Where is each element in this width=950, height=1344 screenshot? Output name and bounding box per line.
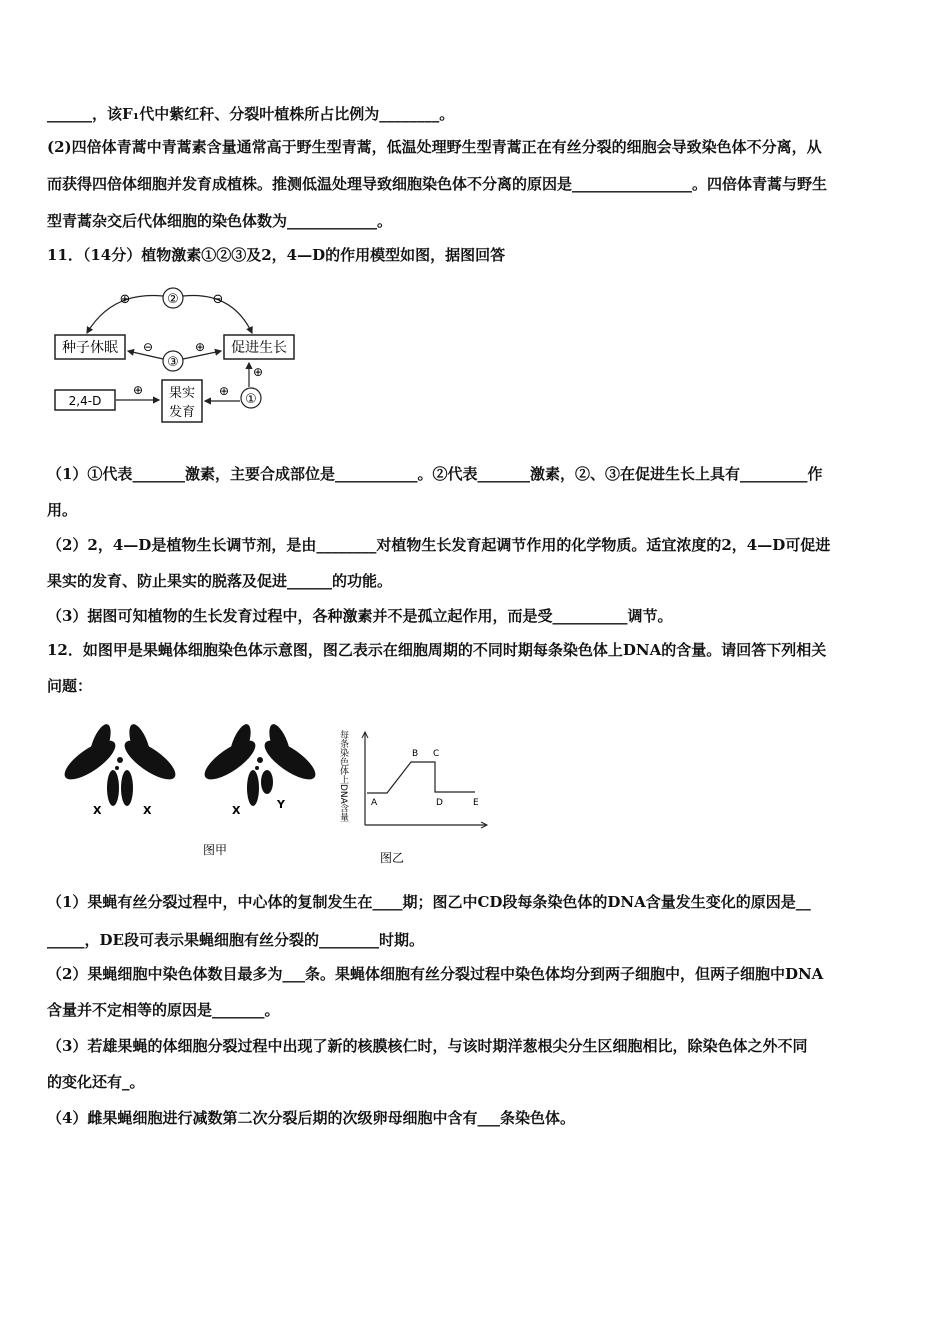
text-line-q12-3b: 的变化还有_。 (47, 1073, 145, 1091)
text-line-q11-1b: 用。 (47, 501, 78, 519)
circle-hormone-3-label: ③ (167, 355, 179, 370)
text-line-q11-2b: 果实的发育、防止果实的脱落及促进______的功能。 (47, 572, 393, 590)
text-line-3: 而获得四倍体细胞并发育成植株。推测低温处理导致细胞染色体不分离的原因是________________。四倍体青蒿与野生 (47, 175, 828, 193)
text-line-q11-2a: （2）2，4—D是植物生长调节剂，是由________对植物生长发育起调节作用的化学物质。适宜浓度的2，4—D可促进 (47, 536, 831, 554)
question-12-title: 12．如图甲是果蝇体细胞染色体示意图，图乙表示在细胞周期的不同时期每条染色体上DNA的含量。请回答下列相关 (47, 641, 827, 659)
text-line-q12-3a: （3）若雄果蝇的体细胞分裂过程中出现了新的核膜核仁时，与该时期洋葱根尖分生区细胞相比，除染色体之外不同 (47, 1037, 808, 1055)
hormone-diagram (52, 283, 302, 428)
text-line-q12-2b: 含量并不定相等的原因是_______。 (47, 1001, 280, 1019)
text-line-1: ______，该F₁代中紫红秆、分裂叶植株所占比例为________。 (47, 105, 455, 123)
sign-plus-3: ⊕ (252, 365, 264, 379)
box-fruit-label-2: 发育 (168, 405, 196, 420)
point-d: D (436, 798, 443, 808)
circle-hormone-1-label: ① (245, 392, 257, 407)
point-a: A (371, 798, 378, 808)
text-line-q12-2a: （2）果蝇细胞中染色体数目最多为___条。果蝇体细胞有丝分裂过程中染色体均分到两子细胞中，但两子细胞中DNA (47, 965, 824, 983)
box-fruit-label-1: 果实 (168, 386, 196, 401)
text-line-q12-1a: （1）果蝇有丝分裂过程中，中心体的复制发生在____期；图乙中CD段每条染色体的DNA含量发生变化的原因是__ (47, 893, 811, 911)
point-e: E (473, 798, 479, 808)
text-line-q12-4: （4）雌果蝇细胞进行减数第二次分裂后期的次级卵母细胞中含有___条染色体。 (47, 1109, 575, 1127)
text-line-q11-3: （3）据图可知植物的生长发育过程中，各种激素并不是孤立起作用，而是受__________调节。 (47, 607, 673, 625)
text-line-2: (2)四倍体青蒿中青蒿素含量通常高于野生型青蒿，低温处理野生型青蒿正在有丝分裂的细胞会导致染色体不分离，从 (47, 138, 822, 156)
y-axis-label: 每条染色体上DNA含量 (338, 730, 348, 822)
sign-plus-5: ⊕ (132, 383, 144, 397)
question-12-title-cont: 问题： (47, 677, 93, 695)
sex-label-x2: X (143, 804, 152, 817)
sign-minus-2: ⊖ (142, 340, 154, 354)
karyotype-male (199, 722, 321, 806)
text-line-q11-1a: （1）①代表_______激素，主要合成部位是___________。②代表_______激素，②、③在促进生长上具有_________作 (47, 465, 823, 483)
circle-hormone-2-label: ② (167, 292, 179, 307)
sign-minus-1: ⊖ (212, 292, 224, 307)
chromosome-figure (55, 720, 495, 870)
sign-plus-1: ⊕ (119, 292, 131, 307)
question-11-title: 11．（14分）植物激素①②③及2，4—D的作用模型如图，据图回答 (47, 246, 506, 264)
karyotype-female (59, 722, 181, 806)
caption-figure-a: 图甲 (203, 843, 228, 857)
sign-plus-2: ⊕ (194, 340, 206, 354)
sign-plus-4: ⊕ (218, 384, 230, 398)
point-b: B (412, 749, 419, 759)
sex-label-x1: X (93, 804, 102, 817)
box-promote-growth-label: 促进生长 (231, 340, 287, 356)
box-seed-dormancy-label: 种子休眠 (62, 340, 118, 356)
caption-figure-b: 图乙 (380, 851, 405, 865)
text-line-4: 型青蒿杂交后代体细胞的染色体数为____________。 (47, 212, 393, 230)
point-c: C (433, 749, 440, 759)
box-24d-label: 2,4-D (68, 394, 102, 408)
dna-content-curve (367, 762, 475, 793)
text-line-q12-1b: _____，DE段可表示果蝇细胞有丝分裂的________时期。 (47, 931, 424, 949)
sex-label-y: Y (277, 798, 285, 811)
sex-label-x3: X (232, 804, 241, 817)
